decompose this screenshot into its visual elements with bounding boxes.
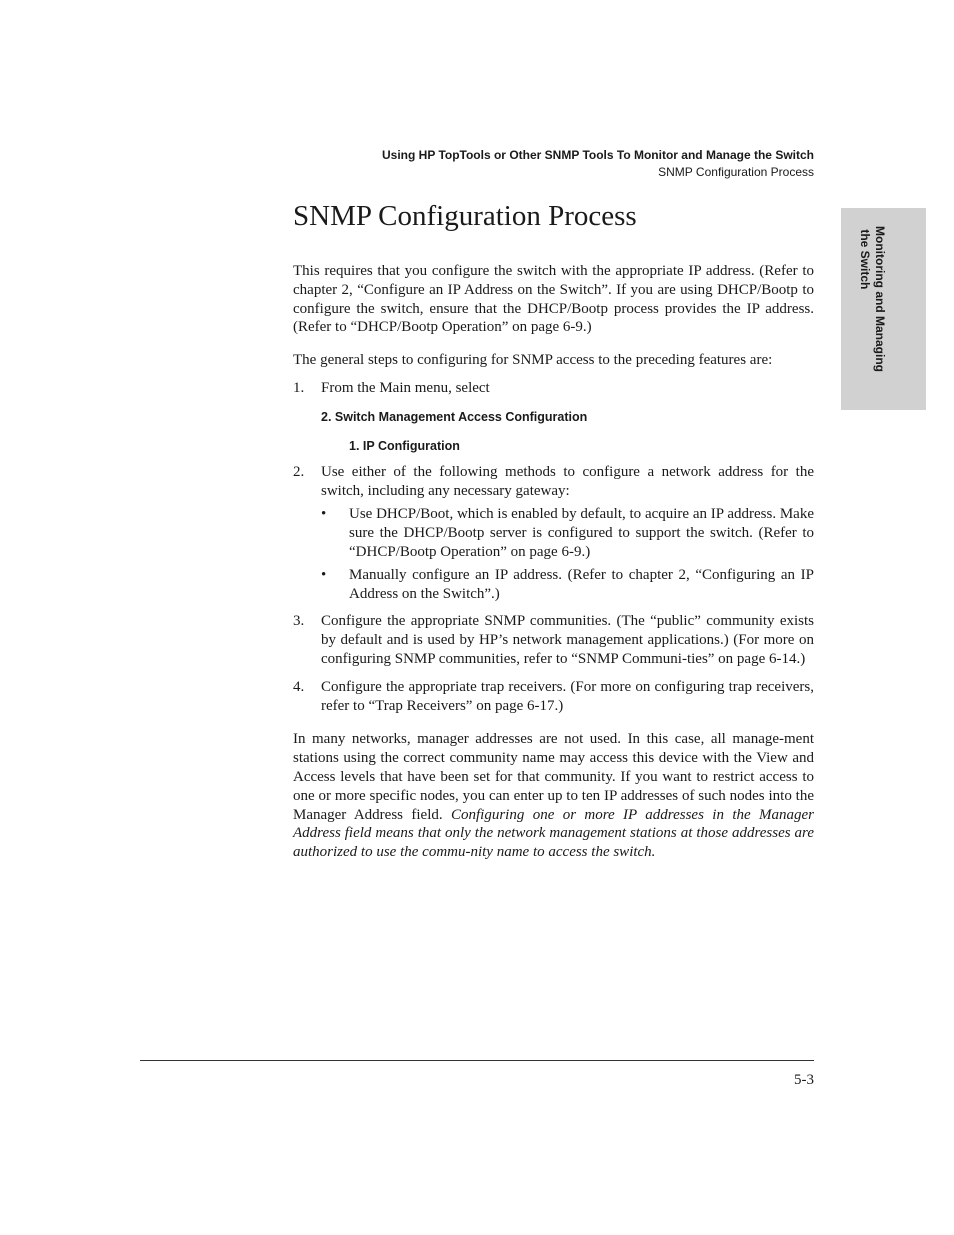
step-4 — [293, 678, 814, 716]
step-1 — [293, 379, 814, 454]
step-number: 3. — [293, 613, 305, 630]
chapter-title: Using HP TopTools or Other SNMP Tools To Monitor and Manage the Switch — [381, 148, 814, 162]
step-text: Configure the appropriate SNMP communities. (The “public” community exists by default and is used by HP’s network management applications.) (For more on configuring SNMP communities, refer to “SNMP Communi-ties” on page 6-14.) — [321, 613, 814, 667]
side-tab-label: Monitoring and Managing the Switch — [858, 226, 887, 372]
step-text: Configure the appropriate trap receivers. (For more on configuring trap receivers, refer to “Trap Receivers” on page 6-17.) — [321, 678, 814, 714]
bullet-glyph: • — [321, 566, 327, 583]
step-2 — [293, 463, 814, 604]
chapter-side-tab — [841, 208, 926, 410]
page-title: SNMP Configuration Process — [293, 200, 637, 232]
closing-paragraph — [293, 730, 814, 862]
step-number: 1. — [293, 379, 305, 396]
bullet-text: Use DHCP/Boot, which is enabled by default, to acquire an IP address. Make sure the DHCP/Bootp server is configured to support the switch. (Refer to “DHCP/Bootp Operation” on page 6-9.) — [349, 506, 814, 560]
step-number: 2. — [293, 463, 305, 480]
step-text: Use either of the following methods to configure a network address for the switch, including any necessary gateway: — [321, 463, 814, 499]
running-header — [382, 147, 814, 180]
body-content — [293, 262, 814, 862]
menu-path-item: 1. IP Configuration — [349, 438, 460, 453]
bullet-item — [321, 566, 814, 604]
intro-paragraph: This requires that you configure the switch with the appropriate IP address. (Refer to chapter 2, “Configure an IP Address on the Switch”. If you are using DHCP/Bootp to configure the switch, ensure that the DHCP/Bootp process provides the IP address. (Refer to “DHCP/Bootp Operation” on page 6-9.) — [293, 263, 814, 336]
bullet-glyph: • — [321, 506, 327, 523]
page-number: 5-3 — [794, 1072, 814, 1088]
step-number: 4. — [293, 678, 305, 695]
closing-emphasis: Configuring one or more IP addresses in the Manager Address field means that only the network management stations at those addresses are authorized to use the commu-nity name to access the switch. — [293, 806, 814, 861]
section-title: SNMP Configuration Process — [658, 165, 814, 179]
closing-text: In many networks, manager addresses are not used. In this case, all manage-ment stations using the correct community name may access this device with the View and Access levels that have been set for that community. If you want to restrict access to one or more specific nodes, you can enter up to ten IP addresses of such nodes into the Manager Address field. — [293, 731, 814, 823]
step-3 — [293, 612, 814, 668]
bullet-text: Manually configure an IP address. (Refer to chapter 2, “Configuring an IP Address on the Switch”.) — [349, 566, 814, 602]
bullet-item — [321, 505, 814, 561]
steps-intro: The general steps to configuring for SNMP access to the preceding features are: — [293, 352, 773, 369]
footer-rule — [140, 1060, 814, 1061]
step-text: From the Main menu, select — [321, 379, 490, 396]
menu-path-item: 2. Switch Management Access Configuration — [321, 409, 588, 424]
